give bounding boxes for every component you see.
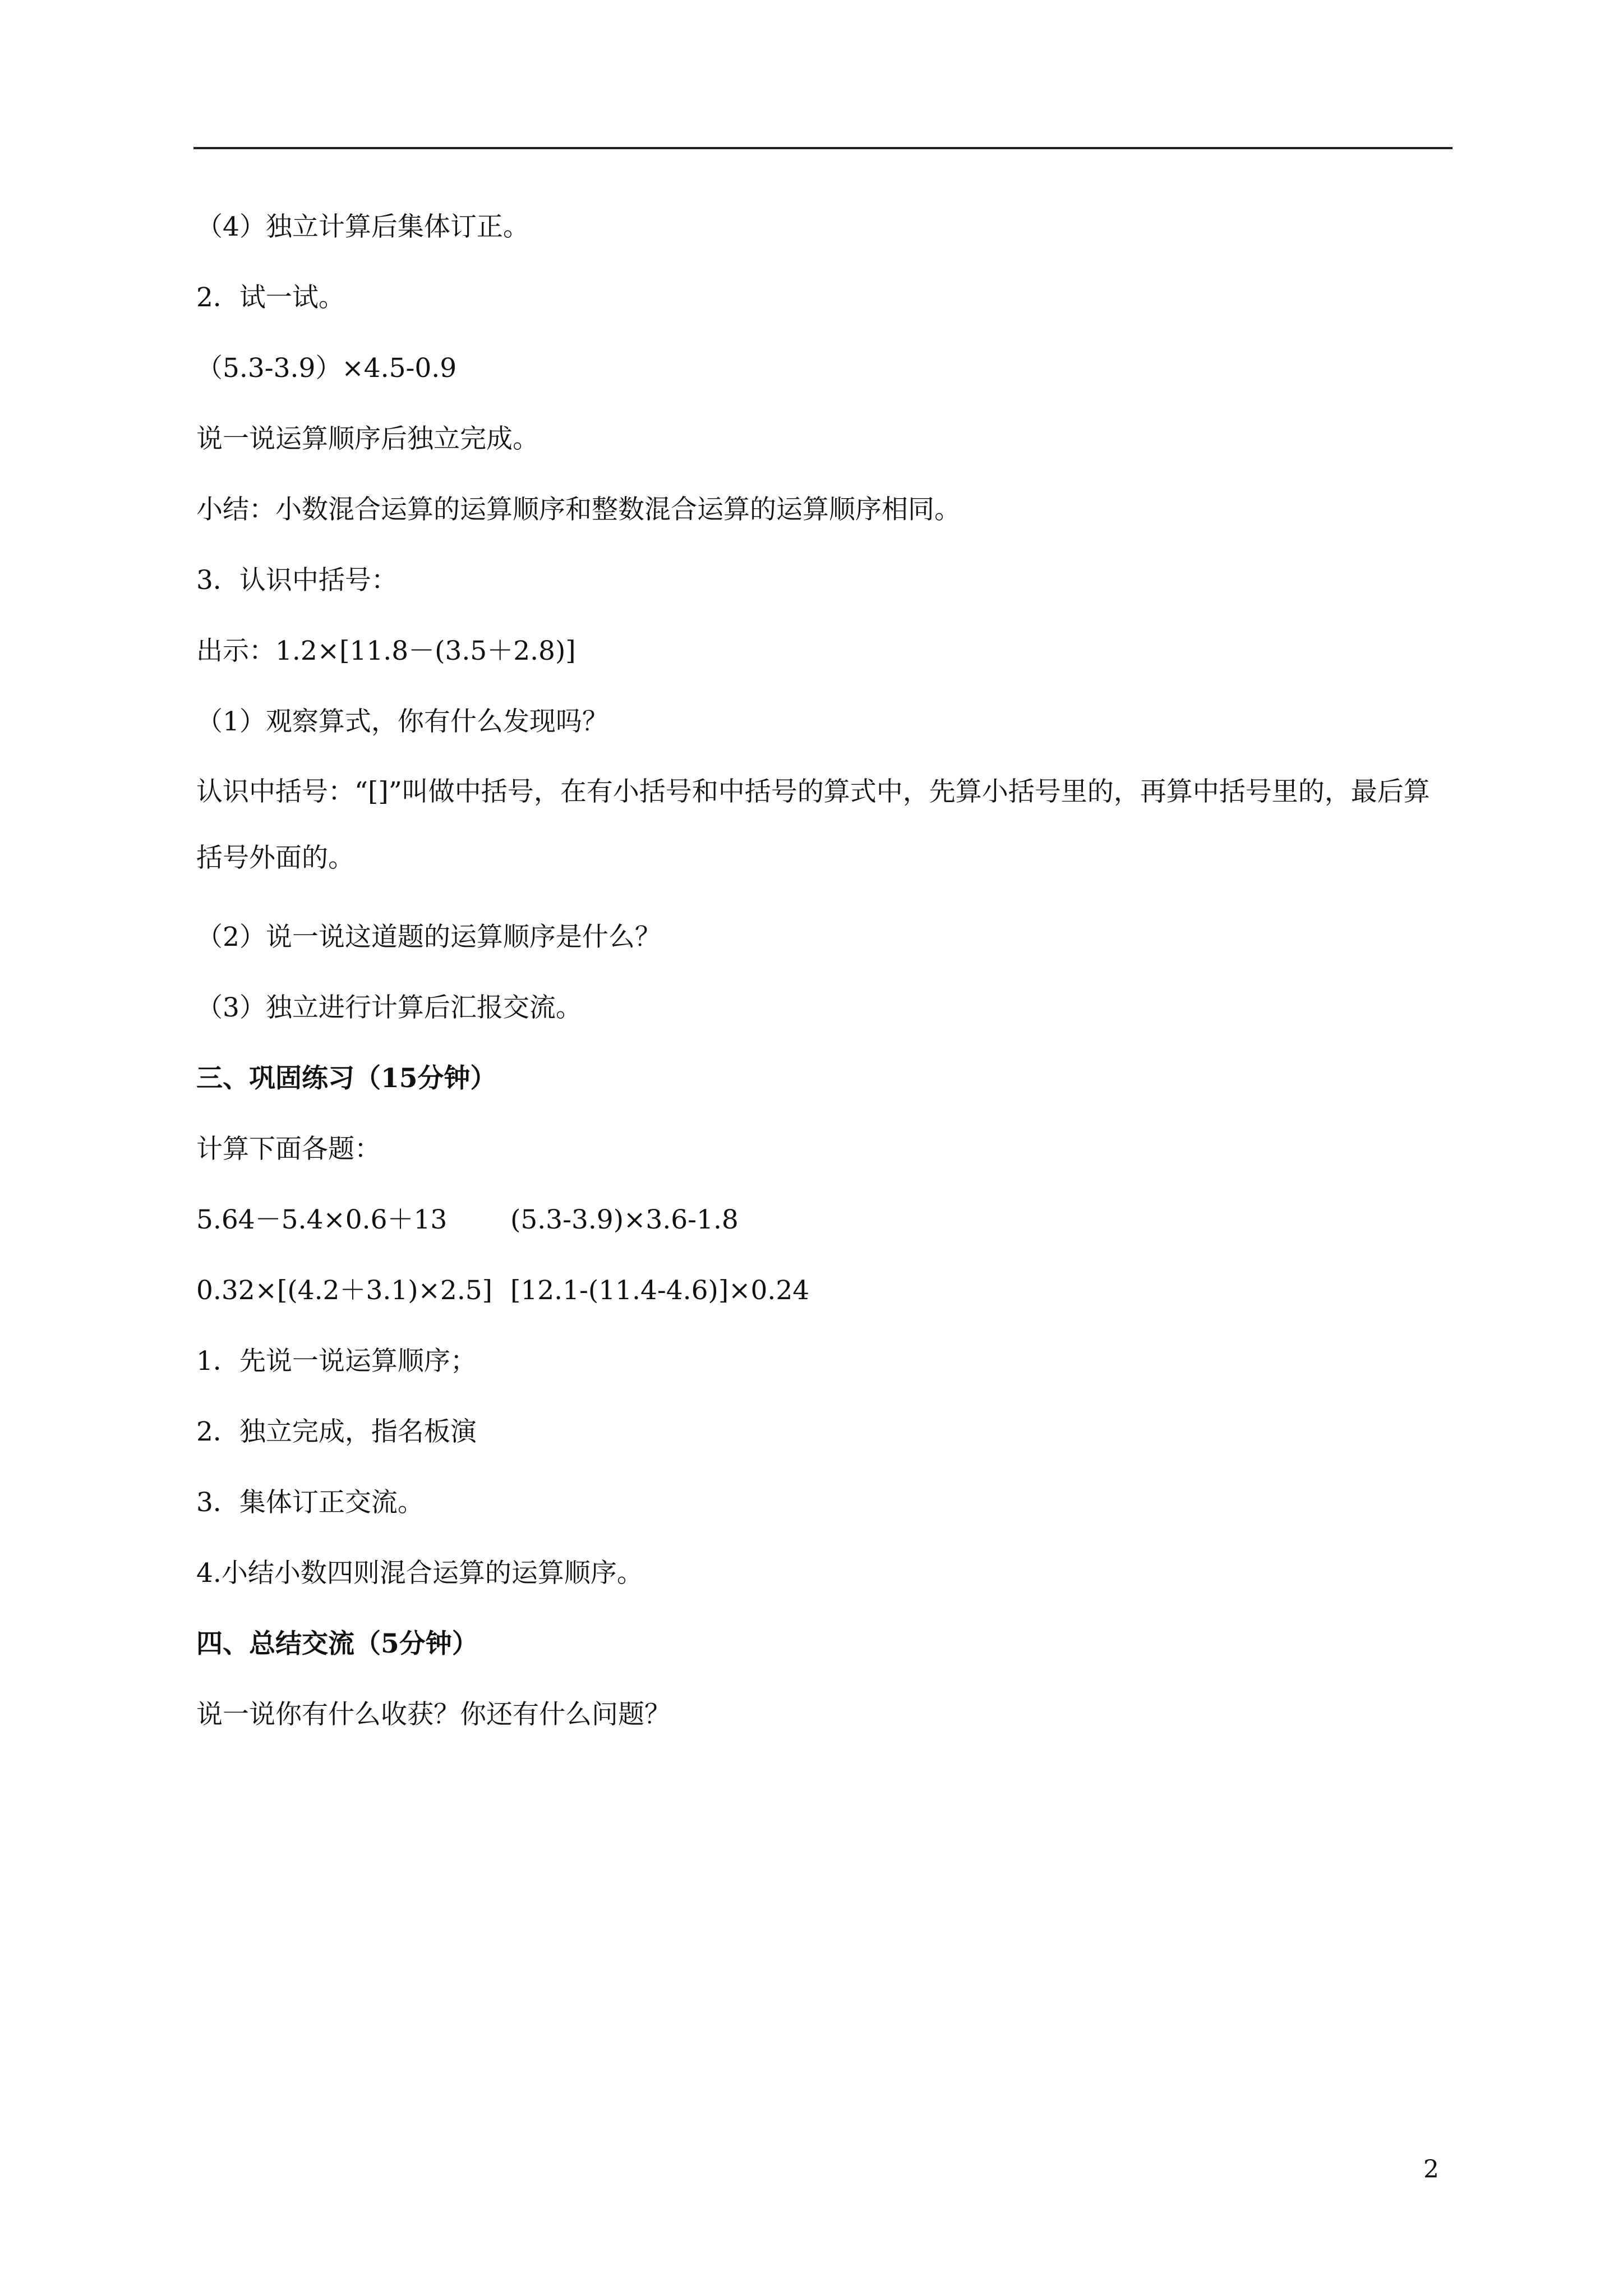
text-line: 3．认识中括号： [196, 565, 398, 596]
expression-line: （5.3-3.9）×4.5-0.9 [196, 353, 457, 384]
text-line: 1．先说一说运算顺序； [196, 1346, 477, 1377]
section-heading-summary: 四、总结交流（5分钟） [196, 1628, 478, 1659]
text-line: 说一说你有什么收获？你还有什么问题？ [196, 1699, 671, 1730]
text-line: （2）说一说这道题的运算顺序是什么？ [196, 922, 661, 953]
text-line: （4）独立计算后集体订正。 [196, 211, 529, 242]
exercise-row [196, 1203, 1453, 1237]
section-heading-practice: 三、巩固练习（15分钟） [196, 1063, 497, 1094]
header-rule [193, 147, 1453, 149]
expression-line: 出示：1.2×[11.8－(3.5＋2.8)] [196, 636, 576, 666]
text-line: 3．集体订正交流。 [196, 1487, 424, 1518]
text-line: 4.小结小数四则混合运算的运算顺序。 [196, 1558, 643, 1589]
text-line: （1）观察算式，你有什么发现吗？ [196, 706, 608, 737]
exercise-row [196, 1274, 1453, 1308]
exercise-item: 5.64－5.4×0.6＋13 [196, 1204, 448, 1235]
text-line: 2．独立完成，指名板演 [196, 1416, 477, 1447]
exercise-item: 0.32×[(4.2＋3.1)×2.5] [196, 1275, 492, 1306]
text-line: （3）独立进行计算后汇报交流。 [196, 992, 582, 1023]
exercise-item: (5.3-3.9)×3.6-1.8 [510, 1204, 739, 1235]
page-number: 2 [1423, 2155, 1439, 2184]
text-line: 计算下面各题： [196, 1134, 381, 1165]
text-line: 2．试一试。 [196, 282, 345, 313]
bracket-explanation-paragraph: 认识中括号：“[]”叫做中括号，在有小括号和中括号的算式中，先算小括号里的，再算中括号里的，最后算括号外面的。 [196, 776, 1430, 873]
exercise-item: [12.1-(11.4-4.6)]×0.24 [510, 1275, 810, 1306]
document-body [196, 210, 1453, 1769]
summary-line: 小结：小数混合运算的运算顺序和整数混合运算的运算顺序相同。 [196, 494, 961, 525]
text-line: 说一说运算顺序后独立完成。 [196, 424, 539, 454]
